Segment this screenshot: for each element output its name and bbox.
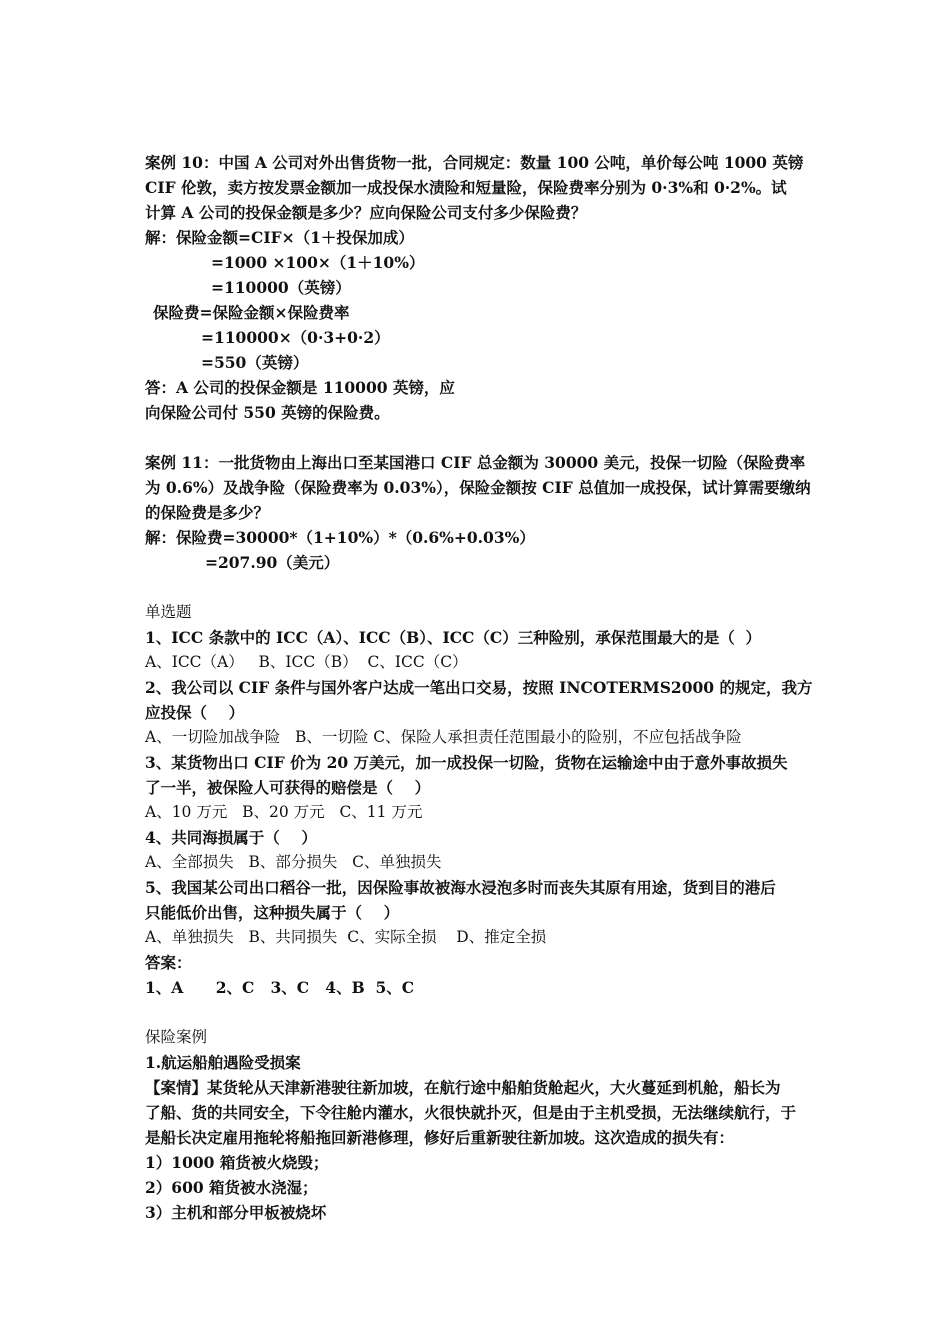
insurance-case-line-2: 了船、货的共同安全，下令往舱内灌水，火很快就扑灭，但是由于主机受损，无法继续航行，于 xyxy=(145,1103,797,1122)
case11-solution-line-2: =207.90（美元） xyxy=(205,553,340,572)
answer-label: 答案： xyxy=(145,953,192,972)
document-page xyxy=(145,150,817,1225)
loss-item-2: 2）600 箱货被水浇湿； xyxy=(145,1178,318,1197)
case10-solution-line-3: =110000（英镑） xyxy=(211,278,351,297)
question-2-line-1: 2、我公司以 CIF 条件与国外客户达成一笔出口交易，按照 INCOTERMS2000 的规定，我方 xyxy=(145,678,813,697)
question-3-line-1: 3、某货物出口 CIF 价为 20 万美元，加一成投保一切险，货物在运输途中由于意外事故损失 xyxy=(145,753,788,772)
question-3-options: A、10 万元 B、20 万元 C、11 万元 xyxy=(145,803,423,821)
insurance-case-subheading: 1.航运船舶遇险受损案 xyxy=(145,1053,301,1072)
question-1-options: A、ICC（A） B、ICC（B） C、ICC（C） xyxy=(145,653,468,671)
case10-answer-line-1: 答：A 公司的投保金额是 110000 英镑，应 xyxy=(145,378,455,397)
case10-solution-line-2: =1000 ×100×（1＋10%） xyxy=(211,253,425,272)
question-4-options: A、全部损失 B、部分损失 C、单独损失 xyxy=(145,853,442,871)
case11-line-2: 为 0.6%）及战争险（保险费率为 0.03%），保险金额按 CIF 总值加一成投保，试计算需要缴纳 xyxy=(145,478,811,497)
case10-answer-line-2: 向保险公司付 550 英镑的保险费。 xyxy=(145,403,390,422)
case10-solution-line-4: 保险费=保险金额×保险费率 xyxy=(153,303,350,322)
mcq-heading: 单选题 xyxy=(145,603,192,621)
insurance-case-line-1: 【案情】某货轮从天津新港驶往新加坡，在航行途中船舶货舱起火，大火蔓延到机舱，船长为 xyxy=(145,1078,781,1097)
insurance-case-line-3: 是船长决定雇用拖轮将船拖回新港修理，修好后重新驶往新加坡。这次造成的损失有： xyxy=(145,1128,735,1147)
case11-solution-line-1: 解：保险费=30000*（1+10%）*（0.6%+0.03%） xyxy=(145,528,535,547)
spacer xyxy=(145,575,817,600)
spacer xyxy=(145,425,817,450)
case10-solution-line-6: =550（英镑） xyxy=(201,353,309,372)
case10-line-1: 案例 10：中国 A 公司对外出售货物一批，合同规定：数量 100 公吨，单价每公吨 1000 英镑 xyxy=(145,153,804,172)
case10-line-2: CIF 伦敦，卖方按发票金额加一成投保水渍险和短量险，保险费率分别为 0·3%和 0·2%。试 xyxy=(145,178,787,197)
spacer xyxy=(145,1000,817,1025)
question-5-line-2: 只能低价出售，这种损失属于（ ） xyxy=(145,903,400,922)
question-5-line-1: 5、我国某公司出口稻谷一批，因保险事故被海水浸泡多时而丧失其原有用途，货到目的港后 xyxy=(145,878,776,897)
loss-item-3: 3）主机和部分甲板被烧坏 xyxy=(145,1203,327,1222)
question-2-options: A、一切险加战争险 B、一切险 C、保险人承担责任范围最小的险别，不应包括战争险 xyxy=(145,728,742,746)
question-5-options: A、单独损失 B、共同损失 C、实际全损 D、推定全损 xyxy=(145,928,547,946)
case10-solution-line-5: =110000×（0·3+0·2） xyxy=(201,328,390,347)
question-2-line-2: 应投保（ ） xyxy=(145,703,245,722)
answer-key: 1、A 2、C 3、C 4、B 5、C xyxy=(145,978,415,997)
case11-line-1: 案例 11：一批货物由上海出口至某国港口 CIF 总金额为 30000 美元，投保一切险（保险费率 xyxy=(145,453,806,472)
loss-item-1: 1）1000 箱货被火烧毁； xyxy=(145,1153,329,1172)
case10-solution-line-1: 解：保险金额=CIF×（1＋投保加成） xyxy=(145,228,414,247)
case11-line-3: 的保险费是多少？ xyxy=(145,503,270,522)
question-4: 4、共同海损属于（ ） xyxy=(145,828,317,847)
question-3-line-2: 了一半，被保险人可获得的赔偿是（ ） xyxy=(145,778,431,797)
insurance-case-heading: 保险案例 xyxy=(145,1028,208,1046)
case10-line-3: 计算 A 公司的投保金额是多少？应向保险公司支付多少保险费？ xyxy=(145,203,587,222)
question-1: 1、ICC 条款中的 ICC（A）、ICC（B）、ICC（C）三种险别，承保范围最大的是（ ） xyxy=(145,628,762,647)
